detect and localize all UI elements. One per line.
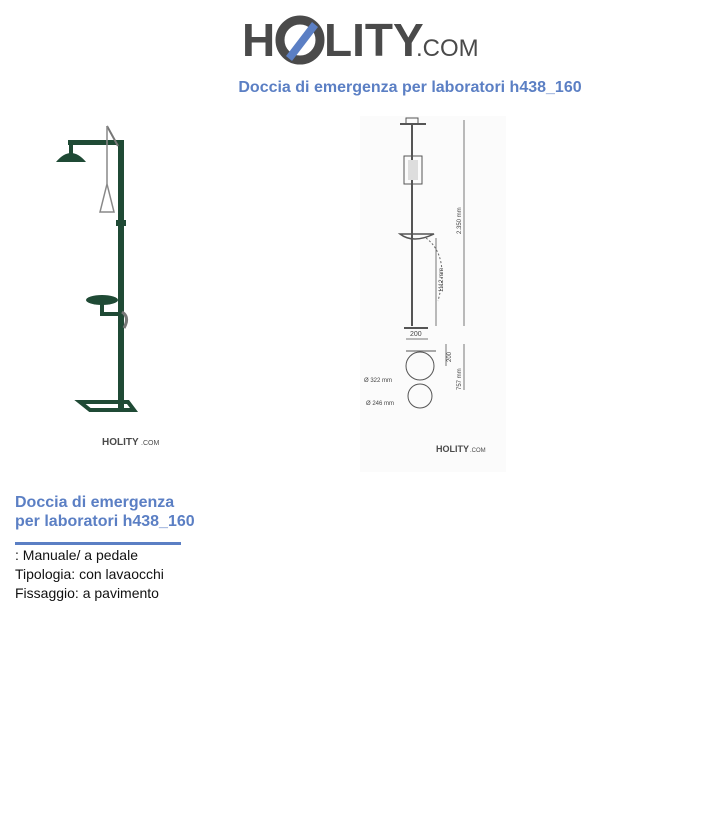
dim-width: 200 xyxy=(410,331,422,338)
dim-total-height: 2.350 mm xyxy=(457,207,463,234)
holity-logo[interactable] xyxy=(242,10,482,68)
svg-text:LITY: LITY xyxy=(324,14,424,66)
dim-base: 757 mm xyxy=(457,368,463,390)
svg-text:HOLITY: HOLITY xyxy=(102,437,139,448)
spec-item-operation: : Manuale/ a pedale xyxy=(15,547,138,563)
spec-item-type: Tipologia: con lavaocchi xyxy=(15,566,164,582)
svg-text:.COM: .COM xyxy=(470,448,486,454)
svg-text:.COM: .COM xyxy=(416,35,479,62)
product-title-line2: per laboratori h438_160 xyxy=(15,513,195,530)
spec-item-mounting: Fissaggio: a pavimento xyxy=(15,585,159,601)
dim-diameter-246: Ø 246 mm xyxy=(366,401,395,407)
technical-drawing xyxy=(360,116,506,472)
svg-text:.COM: .COM xyxy=(141,440,160,447)
page-title: Doccia di emergenza per laboratori h438_160 xyxy=(238,79,582,96)
dim-diameter-322: Ø 322 mm xyxy=(364,378,393,384)
dim-depth: 200 xyxy=(447,351,453,362)
product-photo xyxy=(10,112,200,452)
logo-o-icon xyxy=(280,20,320,61)
svg-text:HOLITY: HOLITY xyxy=(436,444,469,454)
spec-list xyxy=(15,546,164,603)
title-divider xyxy=(15,542,181,545)
product-title-line1: Doccia di emergenza xyxy=(15,494,175,511)
dim-eyewash-height: 1112 mm xyxy=(439,267,445,292)
svg-text:H: H xyxy=(242,14,276,66)
product-title xyxy=(15,493,215,531)
